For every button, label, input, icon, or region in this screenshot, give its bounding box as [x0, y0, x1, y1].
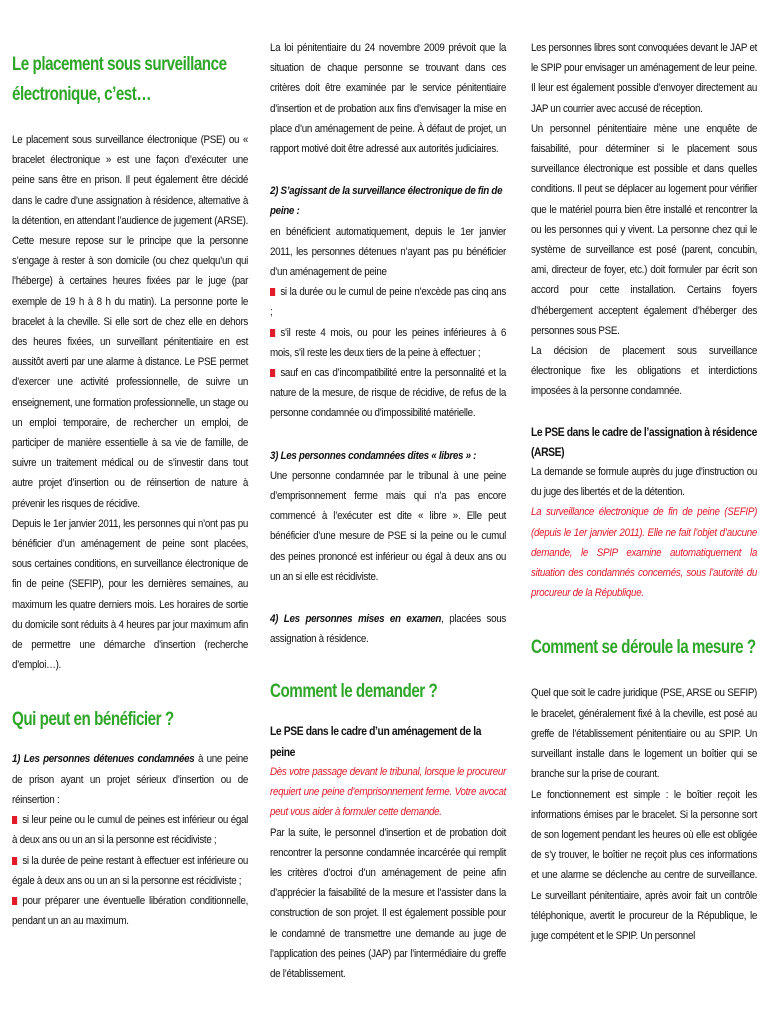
bullet-text: pour préparer une éventuelle libération conditionnelle, pendant un an au maximum.	[12, 894, 249, 928]
suite-paragraph: Par la suite, le personnel d’insertion et de probation doit rencontrer la personne condamnée incarcérée qui remplit les critères d’octroi d’un aménagement de peine afin d’apprécier la faisabilité de la mesure et l’assister dans la construction de son projet. Il est également possible pour le condamné de transmettre une demande au juge de l’application des peines (JAP) par l’intermédiaire du greffe de l’établissement.	[270, 826, 507, 980]
list-item	[12, 810, 248, 850]
detenus-paragraph	[12, 749, 248, 810]
detenus-heading: 1) Les personnes détenues condamnées	[12, 753, 195, 766]
bullet-icon	[12, 816, 17, 824]
bullet-icon	[270, 369, 275, 377]
list-item	[12, 891, 248, 931]
amenagement-subheading: Le PSE dans le cadre d’un aménagement de la peine	[270, 724, 482, 759]
bullet-icon	[12, 857, 17, 865]
bullet-icon	[270, 288, 275, 296]
libres-convocation-paragraph: Les personnes libres sont convoquées devant le JAP et le SPIP pour envisager un aménagement de leur peine. Il leur est également possible d’envoyer directement au JAP un courrier avec accusé de réception.	[531, 42, 758, 115]
bullet-text: si leur peine ou le cumul de peines est inférieur ou égal à deux ans ou un an si la personne est récidiviste ;	[12, 814, 249, 847]
column-2	[270, 38, 506, 984]
list-item	[12, 851, 248, 891]
mises-en-examen-heading: 4) Les personnes mises en examen	[270, 613, 442, 626]
bullet-text: sauf en cas d’incompatibilité entre la personnalité et la nature de la mesure, de risque de récidive, de refus de la personne condamnée ou d’impossibilité matérielle.	[270, 367, 507, 420]
enquete-paragraph: Un personnel pénitentiaire mène une enquête de faisabilité, pour déterminer si le placement sous surveillance électronique est possible et dans quelles conditions. Il peut se déplacer au logement pour vérifier que le matériel pourra bien être installé et rencontrer la ou les personnes qui y vivent. La personne chez qui le système de surveillance est posé (parent, concubin, ami, directeur de foyer, etc.) doit formuler par écrit son accord pour cette installation. Certains foyers d’hébergement acceptent également d’héberger des personnes sous PSE.	[531, 122, 758, 337]
list-item	[270, 363, 506, 424]
arse-subheading: Le PSE dans le cadre de l’assignation à résidence (ARSE)	[531, 424, 757, 459]
bullet-text: s’il reste 4 mois, ou pour les peines inférieures à 6 mois, s’il reste les deux tiers de la peine à effectuer ;	[270, 326, 507, 359]
section-title-how-to-ask: Comment le demander ?	[270, 681, 438, 703]
page-title: Le placement sous surveillance électronique, c’est…	[12, 54, 227, 105]
section-title-how-it-works: Comment se déroule la mesure ?	[531, 637, 756, 659]
tribunal-note: Dès votre passage devant le tribunal, lorsque le procureur requiert une peine d’emprisonnement ferme. Votre avocat peut vous aider à formuler cette demande.	[270, 765, 507, 819]
libres-heading: 3) Les personnes condamnées dites « libres » :	[270, 449, 477, 462]
list-item	[270, 323, 506, 363]
column-3	[531, 38, 757, 946]
bullet-icon	[12, 897, 17, 905]
bullet-text: si la durée ou le cumul de peine n’excède pas cinq ans ;	[270, 286, 507, 319]
decision-paragraph: La décision de placement sous surveillance électronique fixe les obligations et interdictions imposées à la personne condamnée.	[531, 345, 758, 398]
bullet-icon	[270, 329, 275, 337]
bullet-text: si la durée de peine restant à effectuer est inférieure ou égale à deux ans ou un an si la personne est récidiviste ;	[12, 854, 249, 887]
fonctionnement-paragraph: Le fonctionnement est simple : le boîtier reçoit les informations émises par le bracelet. Si la personne sort de son logement pendant les heures où elle est obligée de s’y trouver, le boîtier ne reçoit plus ces informations et une alarme se déclenche au centre de surveillance. Le surveillant pénitentiaire, après avoir fait un contrôle téléphonique, avertit le procureur de la République, le juge compétent et le SPIP. Un personnel	[531, 788, 758, 942]
sefip-heading: 2) S’agissant de la surveillance électronique de fin de peine :	[270, 185, 503, 218]
mises-en-examen-text: , placées sous assignation à résidence.	[270, 613, 507, 646]
sefip-text: en bénéficient automatiquement, depuis le 1er janvier 2011, les personnes détenues n’ayant pas pu bénéficier d’un aménagement de peine	[270, 225, 507, 279]
libres-text: Une personne condamnée par le tribunal à une peine d’emprisonnement ferme mais qui n’a pas encore commencé à l’exécuter est dite « libre ». Elle peut bénéficier d’une mesure de PSE si la peine ou le cumul des peines prononcé est inférieur ou égal à deux ans ou un an si elle est récidiviste.	[270, 469, 507, 583]
section-title-who: Qui peut en bénéficier ?	[12, 709, 174, 731]
arse-paragraph: La demande se formule auprès du juge d’instruction ou du juge des libertés et de la détention.	[531, 466, 758, 499]
list-item	[270, 282, 506, 322]
intro-paragraph: Le placement sous surveillance électronique (PSE) ou « bracelet électronique » est une façon d’exécuter une peine sans être en prison. Il peut également être décidé dans le cadre d’une assignation à résidence, alternative à la détention, en attendant l’audience de jugement (ARSE). Cette mesure repose sur le principe que la personne s’engage à rester à son domicile (ou chez quelqu’un qui l’héberge) à certaines heures fixées par le juge (par exemple de 19 h à 8 h du matin). La personne porte le bracelet à la cheville. Si elle sort de chez elle en dehors des heures fixées, un surveillant pénitentiaire en est aussitôt averti par une alarme à distance. Le PSE permet d’exercer une activité professionnelle, de suivre un enseignement, une formation professionnelle, un stage ou un emploi temporaire, de rechercher un emploi, de participer de manière essentielle à sa vie de famille, de suivre un traitement médical ou de s’investir dans tout autre projet d’insertion ou de réinsertion de nature à prévenir les risques de récidive.	[12, 134, 249, 510]
pose-paragraph: Quel que soit le cadre juridique (PSE, ARSE ou SEFIP) le bracelet, généralement fixé à la cheville, est posé au greffe de l’établissement pénitentiaire ou au SPIP. Un surveillant installe dans le logement un boîtier qui se branche sur la prise de courant.	[531, 687, 758, 781]
loi-paragraph: La loi pénitentiaire du 24 novembre 2009 prévoit que la situation de chaque personne se trouvant dans ces critères doit être examinée par le service pénitentiaire d’insertion et de probation aux fins d’envisager la mise en place d’un aménagement de peine. À défaut de projet, un rapport motivé doit être adressé aux autorités judiciaires.	[270, 42, 507, 156]
detenus-text: à une peine de prison ayant un projet sérieux d’insertion ou de réinsertion :	[12, 753, 249, 806]
sefip-paragraph: Depuis le 1er janvier 2011, les personnes qui n’ont pas pu bénéficier d’un aménagement de peine sont placées, sous certaines conditions, en surveillance électronique de fin de peine (SEFIP), pour les dernières semaines, au maximum les quatre derniers mois. Les horaires de sortie du domicile sont réduits à 4 heures par jour maximum afin de permettre une démarche d’insertion (recherche d’emploi…).	[12, 517, 249, 672]
mises-en-examen-paragraph	[270, 609, 506, 649]
column-1	[12, 38, 248, 931]
sefip-note: La surveillance électronique de fin de peine (SEFIP) (depuis le 1er janvier 2011). Elle ne fait l’objet d’aucune demande, le SPIP examine automatiquement la situation des condamnés concernés, sous l’autorité du procureur de la République.	[531, 506, 758, 600]
